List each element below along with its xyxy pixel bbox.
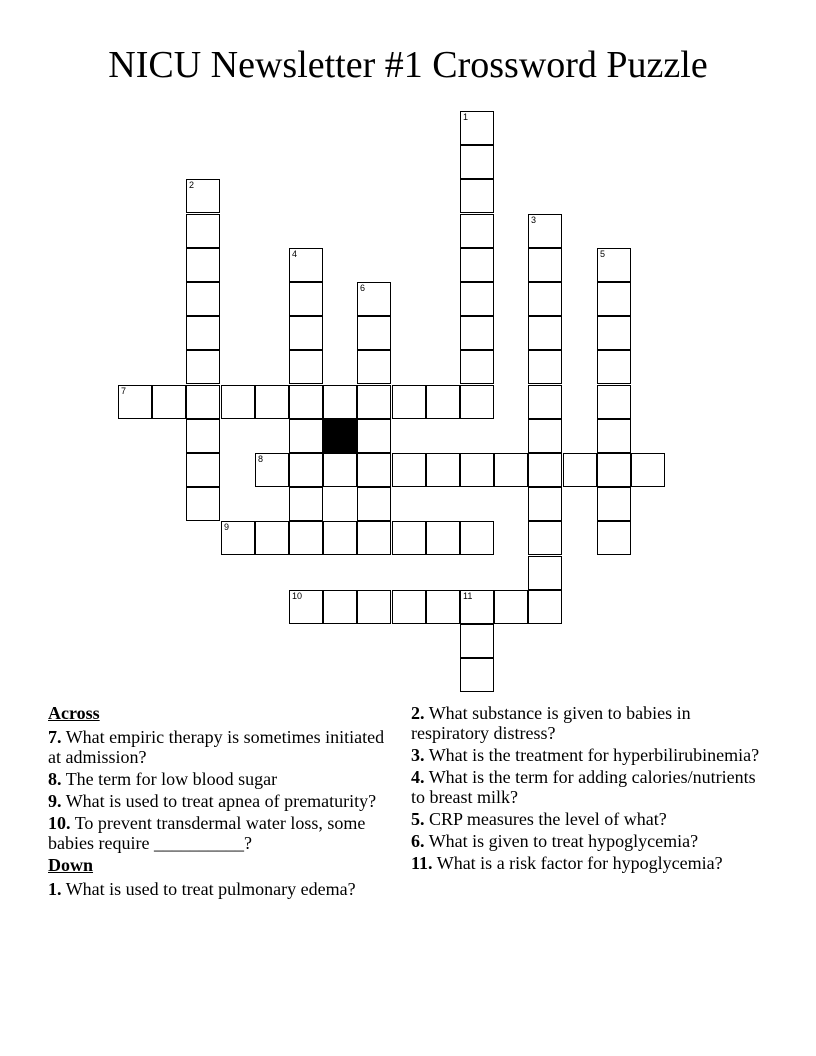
grid-cell[interactable]: [186, 419, 220, 453]
cell-number: 1: [463, 112, 469, 122]
grid-block: [323, 419, 357, 453]
grid-cell[interactable]: [528, 487, 562, 521]
grid-cell[interactable]: [460, 624, 494, 658]
grid-cell[interactable]: [528, 316, 562, 350]
grid-cell[interactable]: [357, 350, 391, 384]
grid-cell[interactable]: [221, 385, 255, 419]
clue-across-9[interactable]: [48, 791, 388, 811]
grid-cell[interactable]: [426, 521, 460, 555]
grid-cell[interactable]: [460, 453, 494, 487]
grid-cell[interactable]: [289, 453, 323, 487]
grid-cell[interactable]: [528, 556, 562, 590]
grid-cell[interactable]: [289, 521, 323, 555]
cell-number: 3: [531, 215, 537, 225]
grid-cell[interactable]: [494, 590, 528, 624]
grid-cell[interactable]: [392, 453, 426, 487]
grid-cell[interactable]: [597, 521, 631, 555]
grid-cell[interactable]: [289, 487, 323, 521]
grid-cell[interactable]: [186, 453, 220, 487]
grid-cell[interactable]: [357, 590, 391, 624]
clue-across-8[interactable]: [48, 769, 388, 789]
grid-cell[interactable]: [460, 179, 494, 213]
grid-cell[interactable]: [528, 385, 562, 419]
clue-number: 8.: [48, 769, 62, 789]
grid-cell[interactable]: [460, 145, 494, 179]
grid-cell[interactable]: [528, 282, 562, 316]
grid-cell[interactable]: [289, 419, 323, 453]
grid-cell[interactable]: [186, 316, 220, 350]
clue-down-3[interactable]: [411, 745, 761, 765]
grid-cell[interactable]: [597, 419, 631, 453]
clue-text: What is a risk factor for hypoglycemia?: [436, 853, 723, 873]
grid-cell[interactable]: [221, 521, 255, 555]
clue-across-7[interactable]: [48, 727, 388, 767]
clue-across-10[interactable]: [48, 813, 388, 853]
clue-text: What is the term for adding calories/nutrients to breast milk?: [411, 767, 756, 807]
clue-number: 6.: [411, 831, 425, 851]
grid-cell[interactable]: [186, 282, 220, 316]
clue-down-5[interactable]: [411, 809, 761, 829]
cell-number: 6: [360, 283, 366, 293]
clue-text: What substance is given to babies in respiratory distress?: [411, 703, 691, 743]
grid-cell[interactable]: [392, 590, 426, 624]
grid-cell[interactable]: [289, 385, 323, 419]
clue-down-11[interactable]: [411, 853, 761, 873]
clue-number: 3.: [411, 745, 425, 765]
grid-cell[interactable]: [460, 316, 494, 350]
clue-down-4[interactable]: [411, 767, 761, 807]
grid-cell[interactable]: [357, 282, 391, 316]
grid-cell[interactable]: [528, 248, 562, 282]
grid-cell[interactable]: [460, 521, 494, 555]
grid-cell[interactable]: [426, 590, 460, 624]
clue-text: The term for low blood sugar: [65, 769, 278, 789]
grid-cell[interactable]: [289, 282, 323, 316]
grid-cell[interactable]: [460, 111, 494, 145]
grid-cell[interactable]: [460, 590, 494, 624]
grid-cell[interactable]: [597, 248, 631, 282]
grid-cell[interactable]: [528, 419, 562, 453]
grid-cell[interactable]: [186, 487, 220, 521]
clue-text: CRP measures the level of what?: [429, 809, 667, 829]
grid-cell[interactable]: [357, 385, 391, 419]
grid-cell[interactable]: [289, 248, 323, 282]
grid-cell[interactable]: [528, 521, 562, 555]
clue-number: 1.: [48, 879, 62, 899]
grid-cell[interactable]: [528, 590, 562, 624]
clue-number: 7.: [48, 727, 62, 747]
grid-cell[interactable]: [528, 214, 562, 248]
clue-text: What empiric therapy is sometimes initiated at admission?: [48, 727, 385, 767]
cell-number: 8: [258, 454, 264, 464]
cell-number: 11: [463, 591, 473, 601]
grid-cell[interactable]: [357, 521, 391, 555]
clue-down-6[interactable]: [411, 831, 761, 851]
grid-cell[interactable]: [631, 453, 665, 487]
grid-cell[interactable]: [426, 385, 460, 419]
grid-cell[interactable]: [323, 590, 357, 624]
grid-cell[interactable]: [597, 282, 631, 316]
down-heading: Down: [48, 855, 94, 875]
clues-left-column: [48, 703, 388, 901]
clue-text: What is the treatment for hyperbilirubinemia?: [428, 745, 760, 765]
grid-cell[interactable]: [460, 282, 494, 316]
grid-cell[interactable]: [186, 248, 220, 282]
across-heading: Across: [48, 703, 100, 723]
clue-number: 5.: [411, 809, 425, 829]
grid-cell[interactable]: [289, 350, 323, 384]
grid-cell[interactable]: [289, 316, 323, 350]
grid-cell[interactable]: [494, 453, 528, 487]
grid-cell[interactable]: [597, 453, 631, 487]
clue-number: 9.: [48, 791, 62, 811]
grid-cell[interactable]: [357, 316, 391, 350]
clue-text: What is used to treat apnea of prematurity?: [65, 791, 377, 811]
grid-cell[interactable]: [323, 453, 357, 487]
grid-cell[interactable]: [152, 385, 186, 419]
grid-cell[interactable]: [186, 385, 220, 419]
grid-cell[interactable]: [392, 521, 426, 555]
grid-cell[interactable]: [357, 453, 391, 487]
cell-number: 10: [292, 591, 303, 601]
grid-cell[interactable]: [323, 385, 357, 419]
clues-right-column: [411, 703, 761, 875]
grid-cell[interactable]: [597, 487, 631, 521]
clue-text: To prevent transdermal water loss, some babies require __________?: [48, 813, 366, 853]
grid-cell[interactable]: [357, 419, 391, 453]
grid-cell[interactable]: [118, 385, 152, 419]
grid-cell[interactable]: [255, 521, 289, 555]
grid-cell[interactable]: [186, 214, 220, 248]
grid-cell[interactable]: [460, 214, 494, 248]
grid-cell[interactable]: [597, 316, 631, 350]
grid-cell[interactable]: [289, 590, 323, 624]
grid-cell[interactable]: [186, 350, 220, 384]
grid-cell[interactable]: [460, 350, 494, 384]
grid-cell[interactable]: [563, 453, 597, 487]
grid-cell[interactable]: [357, 487, 391, 521]
cell-number: 4: [292, 249, 298, 259]
grid-cell[interactable]: [528, 453, 562, 487]
cell-number: 2: [189, 180, 195, 190]
clue-number: 4.: [411, 767, 425, 787]
grid-cell[interactable]: [597, 350, 631, 384]
grid-cell[interactable]: [255, 385, 289, 419]
clue-down-2[interactable]: [411, 703, 761, 743]
grid-cell[interactable]: [426, 453, 460, 487]
clue-number: 10.: [48, 813, 71, 833]
page-title: NICU Newsletter #1 Crossword Puzzle: [108, 44, 708, 86]
grid-cell[interactable]: [528, 350, 562, 384]
grid-cell[interactable]: [255, 453, 289, 487]
clue-text: What is used to treat pulmonary edema?: [65, 879, 356, 899]
grid-cell[interactable]: [460, 385, 494, 419]
cell-number: 7: [121, 386, 127, 396]
cell-number: 5: [600, 249, 606, 259]
cell-number: 9: [224, 522, 230, 532]
clue-number: 2.: [411, 703, 425, 723]
grid-cell[interactable]: [597, 385, 631, 419]
clue-text: What is given to treat hypoglycemia?: [428, 831, 699, 851]
grid-cell[interactable]: [186, 179, 220, 213]
grid-cell[interactable]: [460, 658, 494, 692]
clue-down-1[interactable]: [48, 879, 388, 899]
grid-cell[interactable]: [323, 521, 357, 555]
clue-number: 11.: [411, 853, 433, 873]
grid-cell[interactable]: [460, 248, 494, 282]
grid-cell[interactable]: [392, 385, 426, 419]
